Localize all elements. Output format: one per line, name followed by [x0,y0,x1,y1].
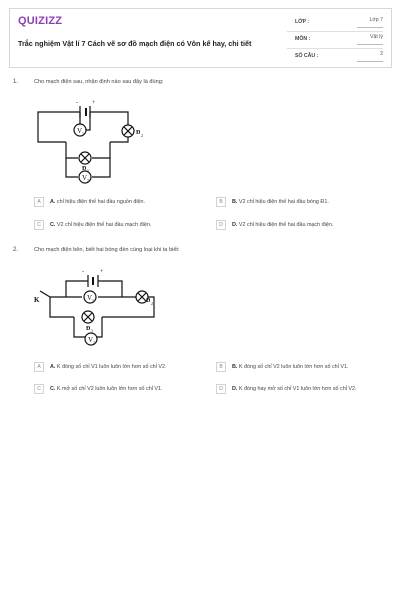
voltmeter-subscript: 2 [93,340,95,345]
option-key: C. [50,386,56,392]
option-key: A. [50,364,56,370]
option-key: D. [232,222,238,228]
lamp-subscript: 1 [87,168,89,173]
lamp-label: Đ [86,326,91,332]
voltmeter-subscript: 2 [87,178,89,183]
option-key: B. [232,199,238,205]
meta-label: LỚP : [295,19,310,25]
option-letter: D [216,384,226,394]
battery-plus-label: + [92,100,96,106]
worksheet-header [9,8,392,68]
meta-row-subject [287,32,383,49]
meta-label: SỐ CÂU : [295,53,319,59]
switch-label: K [34,296,40,304]
question-number: 1. [13,79,19,85]
option-letter: A [34,197,44,207]
question-text: Cho mạch điện sau, nhận định nào sau đây là đúng: [34,79,164,85]
option-text: V2 chỉ hiệu điện thế hai đầu mạch điện. [238,222,334,228]
option-key: D. [232,386,238,392]
option-letter: A [34,362,44,372]
option-text: V2 chỉ hiệu điện thế hai đầu bóng Đ1. [238,199,329,205]
voltmeter-label: V [77,127,83,135]
option-letter: B [216,362,226,372]
option-letter: D [216,220,226,230]
voltmeter-label: V [88,336,94,344]
voltmeter-subscript: 1 [82,131,84,136]
option-text: K đóng hay mở số chỉ V1 luôn lớn hơn số chỉ V2. [238,386,357,392]
voltmeter-subscript: 1 [92,298,94,303]
question-text: Cho mạch điện bên, biết hai bóng đèn cùng loại khi ta biết: [34,247,180,253]
option-text: V2 chỉ hiệu điện thế hai đầu mạch điện. [56,222,152,228]
lamp-label: Đ [82,166,87,172]
page-title: Trắc nghiệm Vật lí 7 Cách vẽ sơ đồ mạch điện có Vôn kế hay, chi tiết [18,39,252,48]
meta-value: Lớp 7 [357,17,383,28]
meta-value: Vật lý [357,34,383,45]
option-key: C. [50,222,56,228]
option-key: A. [50,199,56,205]
circuit-diagram-1 [30,94,160,186]
option-letter: C [34,384,44,394]
circuit-diagram-2 [30,261,160,353]
voltmeter-label: V [82,174,88,182]
lamp-label: Đ [136,130,141,136]
battery-minus-label: - [82,269,84,275]
meta-row-count [287,49,383,65]
quizizz-logo: QUIZIZZ [18,15,63,27]
option-text: chỉ hiệu điện thế hai đầu nguồn điện. [56,199,146,205]
meta-panel [287,15,383,65]
option-letter: C [34,220,44,230]
question-number: 2. [13,247,19,253]
battery-minus-label: - [76,100,78,106]
option-text: K đóng số chỉ V2 luôn luôn lớn hơn số chỉ V1. [238,364,349,370]
voltmeter-label: V [87,294,93,302]
battery-plus-label: + [100,269,104,275]
option-letter: B [216,197,226,207]
meta-value: 2 [357,51,383,62]
lamp-subscript: 1 [91,328,93,333]
meta-label: MÔN : [295,36,311,42]
lamp-subscript: 2 [151,301,153,306]
lamp-label: Đ [146,298,151,304]
lamp-subscript: 2 [141,133,143,138]
option-text: K mở số chỉ V2 luôn luôn lớn hơn số chỉ V1. [56,386,163,392]
option-key: B. [232,364,238,370]
meta-row-class [287,15,383,32]
option-text: K đóng số chỉ V1 luôn luôn lớn hơn số chỉ V2. [56,364,167,370]
